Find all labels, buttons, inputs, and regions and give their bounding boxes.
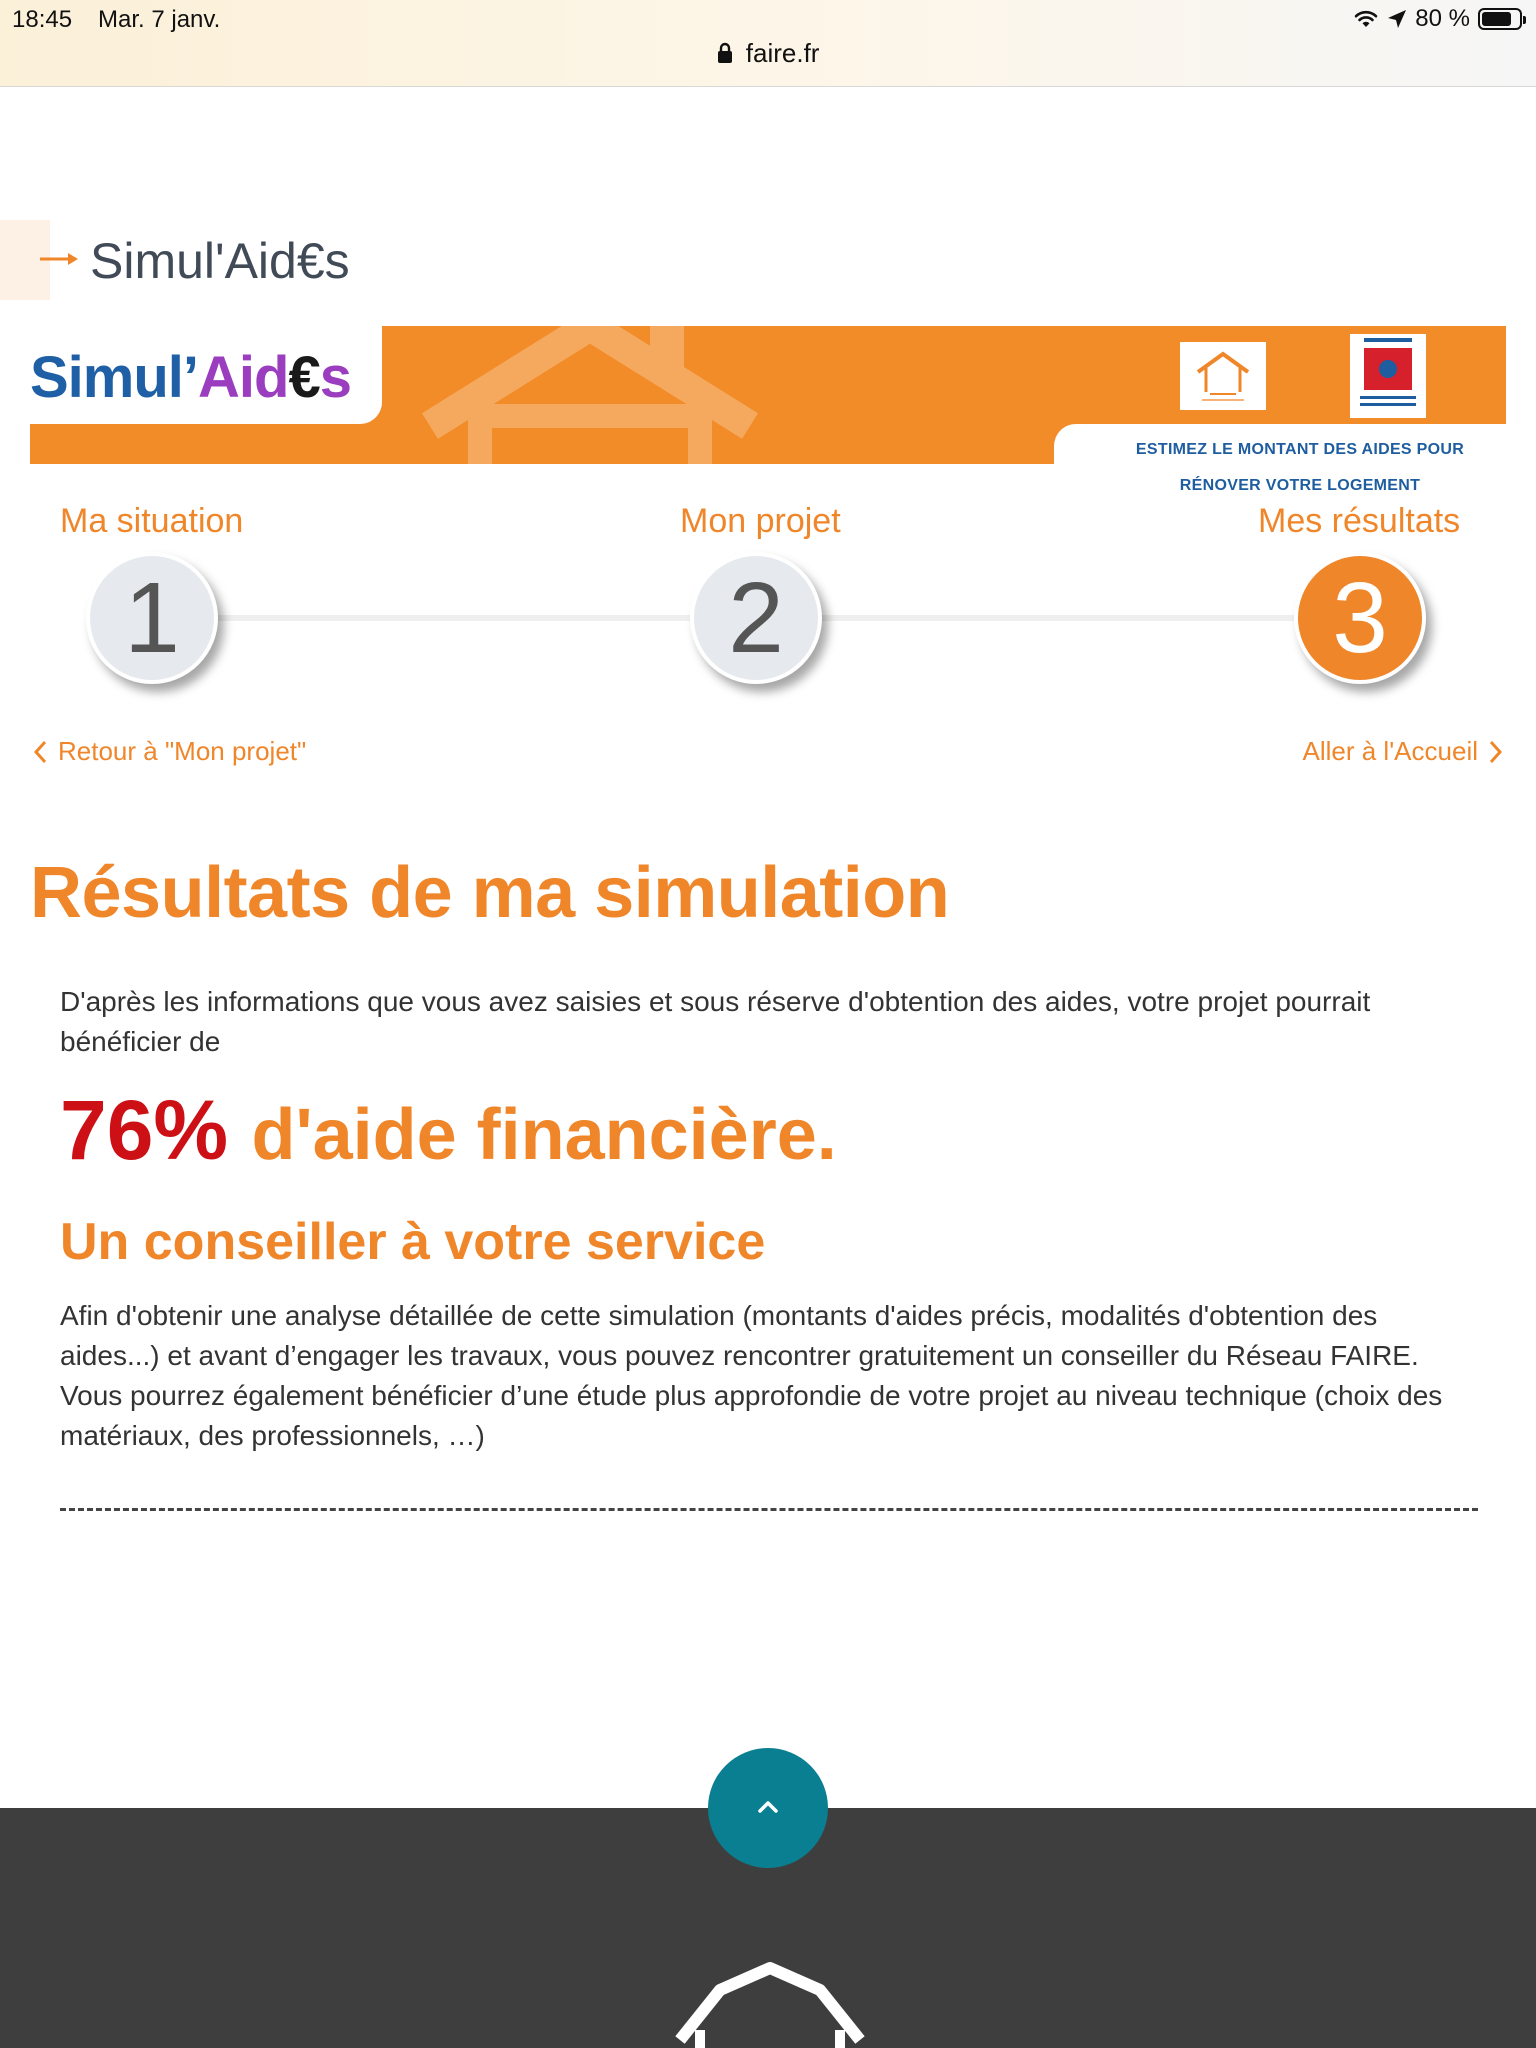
battery-icon (1478, 8, 1522, 30)
chevron-left-icon (32, 739, 48, 765)
aid-percentage-statement (60, 1082, 837, 1179)
house-watermark-icon (410, 326, 770, 464)
simul-aides-logo[interactable] (30, 344, 351, 411)
results-title: Résultats de ma simulation (30, 853, 950, 933)
status-time: 18:45 (12, 6, 73, 33)
chevron-up-icon (754, 1797, 782, 1817)
back-to-top-button[interactable] (708, 1748, 828, 1868)
logo-part-simul: Simul’ (30, 345, 199, 410)
step-circle-2[interactable]: 2 (690, 552, 822, 684)
home-link-label: Aller à l'Accueil (1302, 736, 1478, 766)
battery-percentage: 80 % (1415, 5, 1470, 32)
logo-part-s: s (319, 345, 351, 410)
back-to-projet-link[interactable] (32, 736, 306, 767)
url-text: faire.fr (745, 38, 820, 68)
advisor-description: Afin d'obtenir une analyse détaillée de cette simulation (montants d'aides précis, modalités d'obtention des aides...) et avant d’engager les travaux, vous pouvez rencontrer gratuitement un conseiller du Réseau FAIRE. Vous pourrez également bénéficier d’une étude plus approfondie de votre projet au niveau technique (choix des matériaux, des professionnels, …) (60, 1300, 1443, 1451)
aid-percentage: 76% (60, 1083, 229, 1177)
wifi-icon (1353, 9, 1379, 29)
ademe-logo-badge (1350, 334, 1426, 418)
advisor-subtitle: Un conseiller à votre service (60, 1213, 766, 1271)
status-date: Mar. 7 janv. (98, 6, 221, 33)
step-label-resultats[interactable]: Mes résultats (1258, 502, 1461, 540)
logo-part-aid: Aid (198, 345, 289, 410)
lock-icon (717, 42, 733, 64)
aid-percentage-suffix: d'aide financière. (251, 1095, 837, 1175)
tagline-line-1: ESTIMEZ LE MONTANT DES AIDES POUR (1135, 441, 1465, 458)
step-label-projet[interactable]: Mon projet (680, 502, 841, 540)
step-circle-3[interactable]: 3 (1294, 552, 1426, 684)
browser-status-bar (0, 0, 1536, 87)
faire-logo-badge (1180, 342, 1266, 410)
arrow-right-icon (38, 244, 80, 274)
back-link-label: Retour à "Mon projet" (58, 736, 307, 766)
address-bar[interactable] (0, 38, 1536, 69)
faire-footer-logo-icon (660, 1960, 880, 2048)
page-brand-title[interactable]: Simul'Aid€s (90, 233, 350, 289)
battery-fill (1482, 12, 1511, 26)
results-intro: D'après les informations que vous avez saisies et sous réserve d'obtention des aides, votre projet pourrait bénéficier de (60, 986, 1371, 1057)
logo-part-euro: € (288, 345, 320, 410)
step-circle-1[interactable]: 1 (86, 552, 218, 684)
location-arrow-icon (1387, 9, 1407, 29)
step-label-situation[interactable]: Ma situation (60, 502, 244, 540)
banner-tagline (1054, 432, 1536, 504)
chevron-right-icon (1488, 739, 1504, 765)
tagline-line-2: RÉNOVER VOTRE LOGEMENT (1179, 477, 1421, 494)
go-home-link[interactable] (1303, 736, 1504, 767)
section-divider (60, 1508, 1478, 1511)
status-indicators (1353, 5, 1522, 33)
